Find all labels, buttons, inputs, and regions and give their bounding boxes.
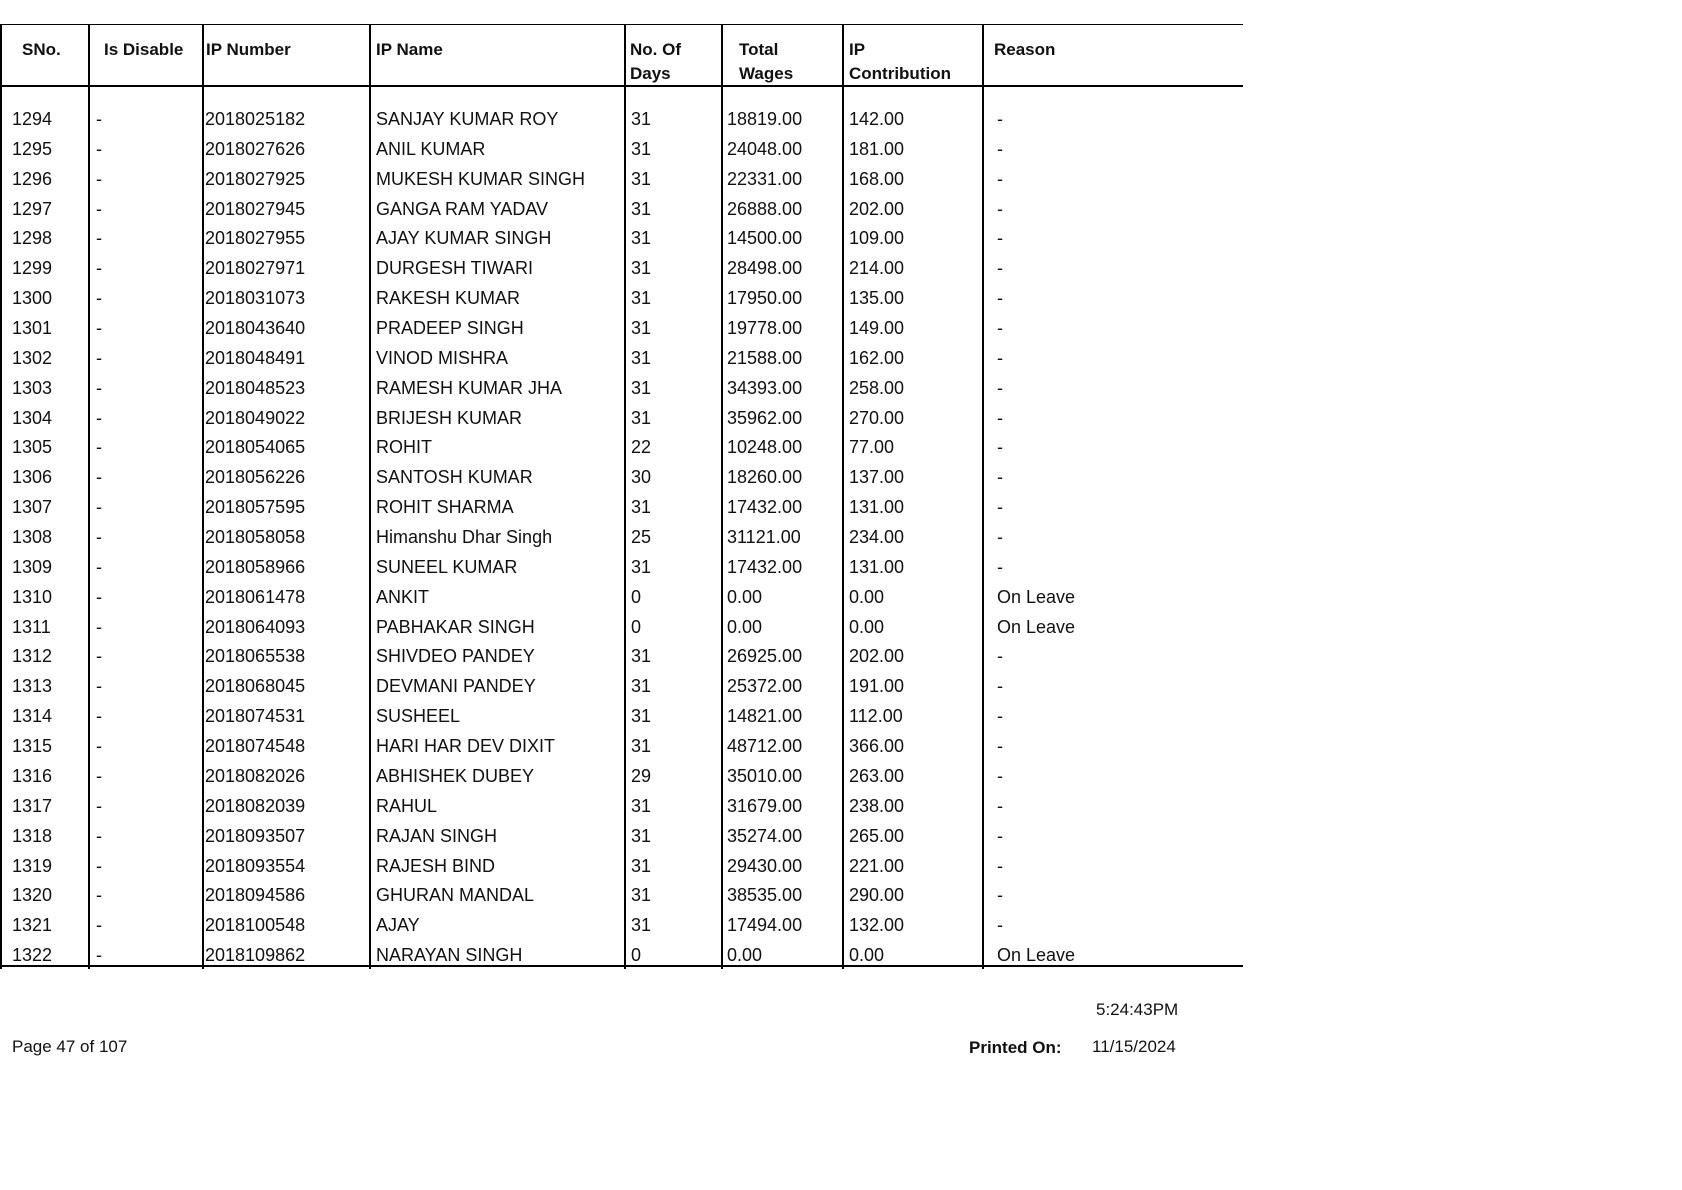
- table-row: [0, 343, 1243, 373]
- cell-ip-contribution: 191.00: [849, 676, 905, 697]
- cell-reason: -: [997, 437, 1003, 458]
- cell-total-wages: 18819.00: [727, 109, 803, 129]
- cell-days: 31: [631, 198, 652, 219]
- cell-sno: 1301: [12, 318, 53, 339]
- cell-reason: -: [997, 825, 1003, 846]
- cell-sno: 1321: [12, 915, 53, 936]
- cell-days: 31: [631, 646, 652, 667]
- cell-sno: 1296: [12, 168, 53, 189]
- cell-ip-number: 2018048523: [205, 377, 306, 398]
- cell-reason: -: [997, 736, 1003, 757]
- cell-is-disable: -: [96, 676, 102, 697]
- cell-ip-contribution: 112.00: [849, 706, 903, 727]
- cell-days: 31: [631, 228, 652, 249]
- cell-is-disable: -: [96, 437, 102, 458]
- cell-sno: 1316: [12, 765, 53, 786]
- cell-ip-name: NARAYAN SINGH: [376, 945, 523, 966]
- cell-total-wages: 19778.00: [727, 318, 803, 339]
- cell-ip-contribution: 168.00: [849, 168, 905, 189]
- cell-sno: 1317: [12, 795, 53, 816]
- cell-ip-name: ANIL KUMAR: [376, 138, 486, 159]
- cell-is-disable: -: [96, 556, 102, 577]
- cell-sno: 1308: [12, 527, 53, 548]
- cell-reason: -: [997, 915, 1003, 936]
- cell-is-disable: -: [96, 616, 102, 637]
- cell-ip-name: SANTOSH KUMAR: [376, 467, 533, 488]
- cell-ip-contribution: 270.00: [849, 407, 905, 428]
- cell-days: 31: [631, 795, 652, 816]
- cell-reason: On Leave: [997, 616, 1076, 637]
- cell-ip-number: 2018093507: [205, 825, 306, 846]
- cell-ip-contribution: 258.00: [849, 377, 905, 398]
- print-time: 5:24:43PM: [1096, 1000, 1179, 1019]
- cell-is-disable: -: [96, 109, 102, 129]
- cell-sno: 1306: [12, 467, 53, 488]
- table-row: [0, 253, 1243, 283]
- cell-sno: 1319: [12, 855, 53, 876]
- cell-reason: -: [997, 706, 1003, 727]
- table-row: [0, 701, 1243, 731]
- cell-ip-number: 2018049022: [205, 407, 306, 428]
- cell-is-disable: -: [96, 706, 102, 727]
- cell-sno: 1322: [12, 945, 53, 966]
- cell-total-wages: 17432.00: [727, 556, 803, 577]
- cell-days: 0: [631, 945, 642, 966]
- cell-reason: -: [997, 288, 1003, 309]
- cell-ip-name: RAJESH BIND: [376, 855, 496, 876]
- cell-ip-contribution: 142.00: [849, 109, 905, 129]
- cell-reason: -: [997, 168, 1003, 189]
- cell-is-disable: -: [96, 885, 102, 906]
- table-row: [0, 522, 1243, 552]
- cell-ip-name: DEVMANI PANDEY: [376, 676, 536, 697]
- cell-ip-contribution: 162.00: [849, 347, 905, 368]
- cell-ip-name: SHIVDEO PANDEY: [376, 646, 535, 667]
- cell-ip-name: Himanshu Dhar Singh: [376, 527, 553, 548]
- table-row: [0, 403, 1243, 433]
- cell-ip-number: 2018109862: [205, 945, 306, 966]
- cell-total-wages: 48712.00: [727, 736, 803, 757]
- cell-days: 31: [631, 377, 652, 398]
- table-row: [0, 582, 1243, 612]
- cell-ip-name: MUKESH KUMAR SINGH: [376, 168, 586, 189]
- cell-ip-name: GANGA RAM YADAV: [376, 198, 549, 219]
- cell-is-disable: -: [96, 586, 102, 607]
- cell-ip-name: SANJAY KUMAR ROY: [376, 109, 559, 129]
- cell-ip-contribution: 109.00: [849, 228, 905, 249]
- cell-reason: On Leave: [997, 586, 1076, 607]
- cell-ip-contribution: 0.00: [849, 616, 885, 637]
- cell-total-wages: 17494.00: [727, 915, 803, 936]
- cell-ip-number: 2018056226: [205, 467, 306, 488]
- cell-days: 29: [631, 765, 652, 786]
- cell-reason: -: [997, 855, 1003, 876]
- cell-ip-name: BRIJESH KUMAR: [376, 407, 523, 428]
- cell-reason: -: [997, 676, 1003, 697]
- cell-days: 30: [631, 467, 652, 488]
- cell-days: 31: [631, 706, 652, 727]
- table-row: [0, 910, 1243, 940]
- header-ip-name: IP Name: [376, 40, 443, 59]
- cell-is-disable: -: [96, 646, 102, 667]
- cell-total-wages: 0.00: [727, 586, 763, 607]
- cell-is-disable: -: [96, 467, 102, 488]
- table-row: [0, 851, 1243, 881]
- cell-reason: -: [997, 407, 1003, 428]
- cell-is-disable: -: [96, 288, 102, 309]
- cell-ip-number: 2018027955: [205, 228, 306, 249]
- contribution-table: [0, 24, 1243, 968]
- cell-total-wages: 34393.00: [727, 377, 803, 398]
- table-row: [0, 731, 1243, 761]
- cell-sno: 1309: [12, 556, 53, 577]
- cell-ip-name: PABHAKAR SINGH: [376, 616, 535, 637]
- cell-days: 22: [631, 437, 652, 458]
- table-row: [0, 940, 1243, 970]
- cell-days: 31: [631, 736, 652, 757]
- cell-total-wages: 18260.00: [727, 467, 803, 488]
- cell-is-disable: -: [96, 855, 102, 876]
- cell-ip-contribution: 202.00: [849, 198, 905, 219]
- cell-is-disable: -: [96, 168, 102, 189]
- cell-is-disable: -: [96, 497, 102, 518]
- cell-ip-contribution: 290.00: [849, 885, 905, 906]
- cell-is-disable: -: [96, 527, 102, 548]
- header-ip-contribution: IP Contribution: [849, 40, 951, 83]
- cell-total-wages: 31121.00: [727, 527, 801, 548]
- cell-is-disable: -: [96, 228, 102, 249]
- cell-ip-name: ROHIT SHARMA: [376, 497, 514, 518]
- cell-total-wages: 22331.00: [727, 168, 803, 189]
- cell-ip-contribution: 202.00: [849, 646, 905, 667]
- table-row: [0, 164, 1243, 194]
- cell-is-disable: -: [96, 765, 102, 786]
- cell-days: 31: [631, 258, 652, 279]
- cell-ip-number: 2018025182: [205, 109, 306, 129]
- cell-sno: 1318: [12, 825, 53, 846]
- table-row: [0, 283, 1243, 313]
- cell-is-disable: -: [96, 318, 102, 339]
- cell-ip-contribution: 132.00: [849, 915, 905, 936]
- cell-ip-name: GHURAN MANDAL: [376, 885, 535, 906]
- cell-days: 31: [631, 556, 652, 577]
- cell-ip-name: RAHUL: [376, 795, 438, 816]
- cell-sno: 1303: [12, 377, 53, 398]
- header-sno: SNo.: [22, 40, 61, 59]
- cell-reason: -: [997, 527, 1003, 548]
- cell-is-disable: -: [96, 945, 102, 966]
- cell-days: 0: [631, 616, 642, 637]
- cell-ip-number: 2018074531: [205, 706, 306, 727]
- cell-days: 25: [631, 527, 652, 548]
- cell-reason: -: [997, 795, 1003, 816]
- cell-is-disable: -: [96, 347, 102, 368]
- cell-is-disable: -: [96, 825, 102, 846]
- cell-ip-number: 2018027945: [205, 198, 306, 219]
- cell-sno: 1298: [12, 228, 53, 249]
- cell-ip-contribution: 0.00: [849, 945, 885, 966]
- cell-ip-name: SUNEEL KUMAR: [376, 556, 518, 577]
- cell-ip-contribution: 0.00: [849, 586, 885, 607]
- cell-ip-number: 2018100548: [205, 915, 306, 936]
- table-row: [0, 552, 1243, 582]
- cell-total-wages: 28498.00: [727, 258, 803, 279]
- table-row: [0, 462, 1243, 492]
- cell-days: 31: [631, 318, 652, 339]
- cell-ip-contribution: 131.00: [849, 497, 905, 518]
- cell-days: 31: [631, 288, 652, 309]
- cell-ip-name: PRADEEP SINGH: [376, 318, 524, 339]
- cell-ip-number: 2018082026: [205, 765, 306, 786]
- cell-sno: 1312: [12, 646, 53, 667]
- cell-sno: 1299: [12, 258, 53, 279]
- cell-sno: 1315: [12, 736, 53, 757]
- cell-ip-contribution: 181.00: [849, 138, 905, 159]
- cell-total-wages: 35010.00: [727, 765, 803, 786]
- cell-total-wages: 17432.00: [727, 497, 803, 518]
- cell-days: 31: [631, 855, 652, 876]
- cell-is-disable: -: [96, 198, 102, 219]
- cell-ip-contribution: 214.00: [849, 258, 905, 279]
- cell-ip-number: 2018074548: [205, 736, 306, 757]
- cell-ip-contribution: 77.00: [849, 437, 895, 458]
- cell-reason: -: [997, 258, 1003, 279]
- cell-ip-name: ROHIT: [376, 437, 432, 458]
- cell-ip-name: ABHISHEK DUBEY: [376, 765, 535, 786]
- table-row: [0, 641, 1243, 671]
- cell-days: 31: [631, 138, 652, 159]
- cell-ip-contribution: 135.00: [849, 288, 905, 309]
- cell-days: 31: [631, 497, 652, 518]
- cell-ip-contribution: 234.00: [849, 527, 905, 548]
- cell-ip-number: 2018057595: [205, 497, 306, 518]
- table-row: [0, 880, 1243, 910]
- table-row: [0, 492, 1243, 522]
- cell-total-wages: 14500.00: [727, 228, 803, 249]
- cell-days: 31: [631, 347, 652, 368]
- cell-ip-number: 2018054065: [205, 437, 306, 458]
- cell-reason: -: [997, 556, 1003, 577]
- cell-ip-name: RAMESH KUMAR JHA: [376, 377, 563, 398]
- cell-is-disable: -: [96, 138, 102, 159]
- cell-total-wages: 35962.00: [727, 407, 803, 428]
- cell-ip-name: HARI HAR DEV DIXIT: [376, 736, 556, 757]
- cell-total-wages: 26888.00: [727, 198, 803, 219]
- cell-days: 31: [631, 109, 652, 129]
- cell-reason: -: [997, 347, 1003, 368]
- cell-ip-contribution: 265.00: [849, 825, 905, 846]
- cell-ip-name: ANKIT: [376, 586, 430, 607]
- printed-on-date: 11/15/2024: [1092, 1037, 1176, 1056]
- cell-total-wages: 24048.00: [727, 138, 803, 159]
- cell-reason: -: [997, 885, 1003, 906]
- cell-total-wages: 17950.00: [727, 288, 803, 309]
- cell-ip-number: 2018027626: [205, 138, 306, 159]
- cell-is-disable: -: [96, 736, 102, 757]
- cell-total-wages: 29430.00: [727, 855, 803, 876]
- cell-ip-name: VINOD MISHRA: [376, 347, 509, 368]
- cell-reason: -: [997, 377, 1003, 398]
- cell-ip-number: 2018082039: [205, 795, 306, 816]
- cell-ip-name: SUSHEEL: [376, 706, 461, 727]
- table-row: [0, 223, 1243, 253]
- cell-total-wages: 10248.00: [727, 437, 803, 458]
- cell-days: 31: [631, 407, 652, 428]
- cell-days: 31: [631, 168, 652, 189]
- header-ip-number: IP Number: [206, 40, 291, 59]
- cell-total-wages: 25372.00: [727, 676, 803, 697]
- cell-is-disable: -: [96, 407, 102, 428]
- cell-days: 0: [631, 586, 642, 607]
- cell-days: 31: [631, 825, 652, 846]
- cell-ip-contribution: 221.00: [849, 855, 905, 876]
- cell-ip-name: AJAY: [376, 915, 420, 936]
- cell-ip-number: 2018064093: [205, 616, 306, 637]
- cell-sno: 1297: [12, 198, 53, 219]
- cell-sno: 1314: [12, 706, 53, 727]
- cell-sno: 1310: [12, 586, 53, 607]
- cell-is-disable: -: [96, 915, 102, 936]
- cell-sno: 1320: [12, 885, 53, 906]
- cell-total-wages: 35274.00: [727, 825, 803, 846]
- table-row: [0, 134, 1243, 164]
- cell-sno: 1294: [12, 109, 53, 129]
- table-row: [0, 373, 1243, 403]
- table-top-border: [0, 24, 1243, 25]
- cell-ip-contribution: 238.00: [849, 795, 905, 816]
- cell-days: 31: [631, 915, 652, 936]
- cell-reason: -: [997, 198, 1003, 219]
- cell-sno: 1313: [12, 676, 53, 697]
- table-row: [0, 761, 1243, 791]
- cell-total-wages: 0.00: [727, 616, 763, 637]
- table-row: [0, 791, 1243, 821]
- cell-days: 31: [631, 885, 652, 906]
- cell-total-wages: 38535.00: [727, 885, 803, 906]
- cell-ip-contribution: 366.00: [849, 736, 905, 757]
- header-total-wages: Total Wages: [739, 40, 794, 83]
- cell-ip-number: 2018068045: [205, 676, 306, 697]
- cell-is-disable: -: [96, 258, 102, 279]
- header-no-of-days: No. Of Days: [630, 40, 681, 83]
- cell-sno: 1302: [12, 347, 53, 368]
- cell-reason: On Leave: [997, 945, 1076, 966]
- cell-sno: 1305: [12, 437, 53, 458]
- table-row: [0, 432, 1243, 462]
- cell-reason: -: [997, 497, 1003, 518]
- table-row: [0, 104, 1243, 134]
- cell-ip-number: 2018031073: [205, 288, 306, 309]
- cell-is-disable: -: [96, 795, 102, 816]
- cell-ip-contribution: 263.00: [849, 765, 905, 786]
- cell-sno: 1300: [12, 288, 53, 309]
- printed-on-label: Printed On:: [969, 1038, 1062, 1057]
- cell-ip-number: 2018048491: [205, 347, 306, 368]
- cell-ip-number: 2018061478: [205, 586, 306, 607]
- cell-sno: 1307: [12, 497, 53, 518]
- cell-sno: 1311: [12, 616, 51, 637]
- cell-reason: -: [997, 109, 1003, 129]
- table-row: [0, 821, 1243, 851]
- cell-ip-number: 2018043640: [205, 318, 306, 339]
- cell-ip-name: AJAY KUMAR SINGH: [376, 228, 552, 249]
- cell-ip-number: 2018065538: [205, 646, 306, 667]
- cell-total-wages: 21588.00: [727, 347, 803, 368]
- cell-is-disable: -: [96, 377, 102, 398]
- cell-sno: 1304: [12, 407, 53, 428]
- cell-days: 31: [631, 676, 652, 697]
- cell-reason: -: [997, 467, 1003, 488]
- cell-ip-contribution: 131.00: [849, 556, 905, 577]
- header-is-disable: Is Disable: [104, 40, 184, 59]
- cell-ip-number: 2018058966: [205, 556, 306, 577]
- table-row: [0, 612, 1243, 642]
- cell-ip-contribution: 149.00: [849, 318, 905, 339]
- cell-ip-name: DURGESH TIWARI: [376, 258, 534, 279]
- cell-reason: -: [997, 646, 1003, 667]
- cell-sno: 1295: [12, 138, 53, 159]
- cell-ip-number: 2018058058: [205, 527, 306, 548]
- header-reason: Reason: [994, 40, 1056, 59]
- cell-total-wages: 26925.00: [727, 646, 803, 667]
- cell-total-wages: 0.00: [727, 945, 763, 966]
- cell-total-wages: 14821.00: [727, 706, 803, 727]
- table-row: [0, 313, 1243, 343]
- cell-ip-name: RAKESH KUMAR: [376, 288, 521, 309]
- table-row: [0, 671, 1243, 701]
- cell-ip-number: 2018027925: [205, 168, 306, 189]
- cell-ip-number: 2018027971: [205, 258, 306, 279]
- cell-ip-name: RAJAN SINGH: [376, 825, 498, 846]
- cell-total-wages: 31679.00: [727, 795, 803, 816]
- cell-reason: -: [997, 138, 1003, 159]
- cell-reason: -: [997, 765, 1003, 786]
- table-row: [0, 194, 1243, 224]
- cell-reason: -: [997, 228, 1003, 249]
- cell-ip-number: 2018093554: [205, 855, 306, 876]
- header-bottom-border: [0, 85, 1243, 87]
- cell-ip-contribution: 137.00: [849, 467, 905, 488]
- cell-ip-number: 2018094586: [205, 885, 306, 906]
- page-number: Page 47 of 107: [12, 1037, 128, 1056]
- cell-reason: -: [997, 318, 1003, 339]
